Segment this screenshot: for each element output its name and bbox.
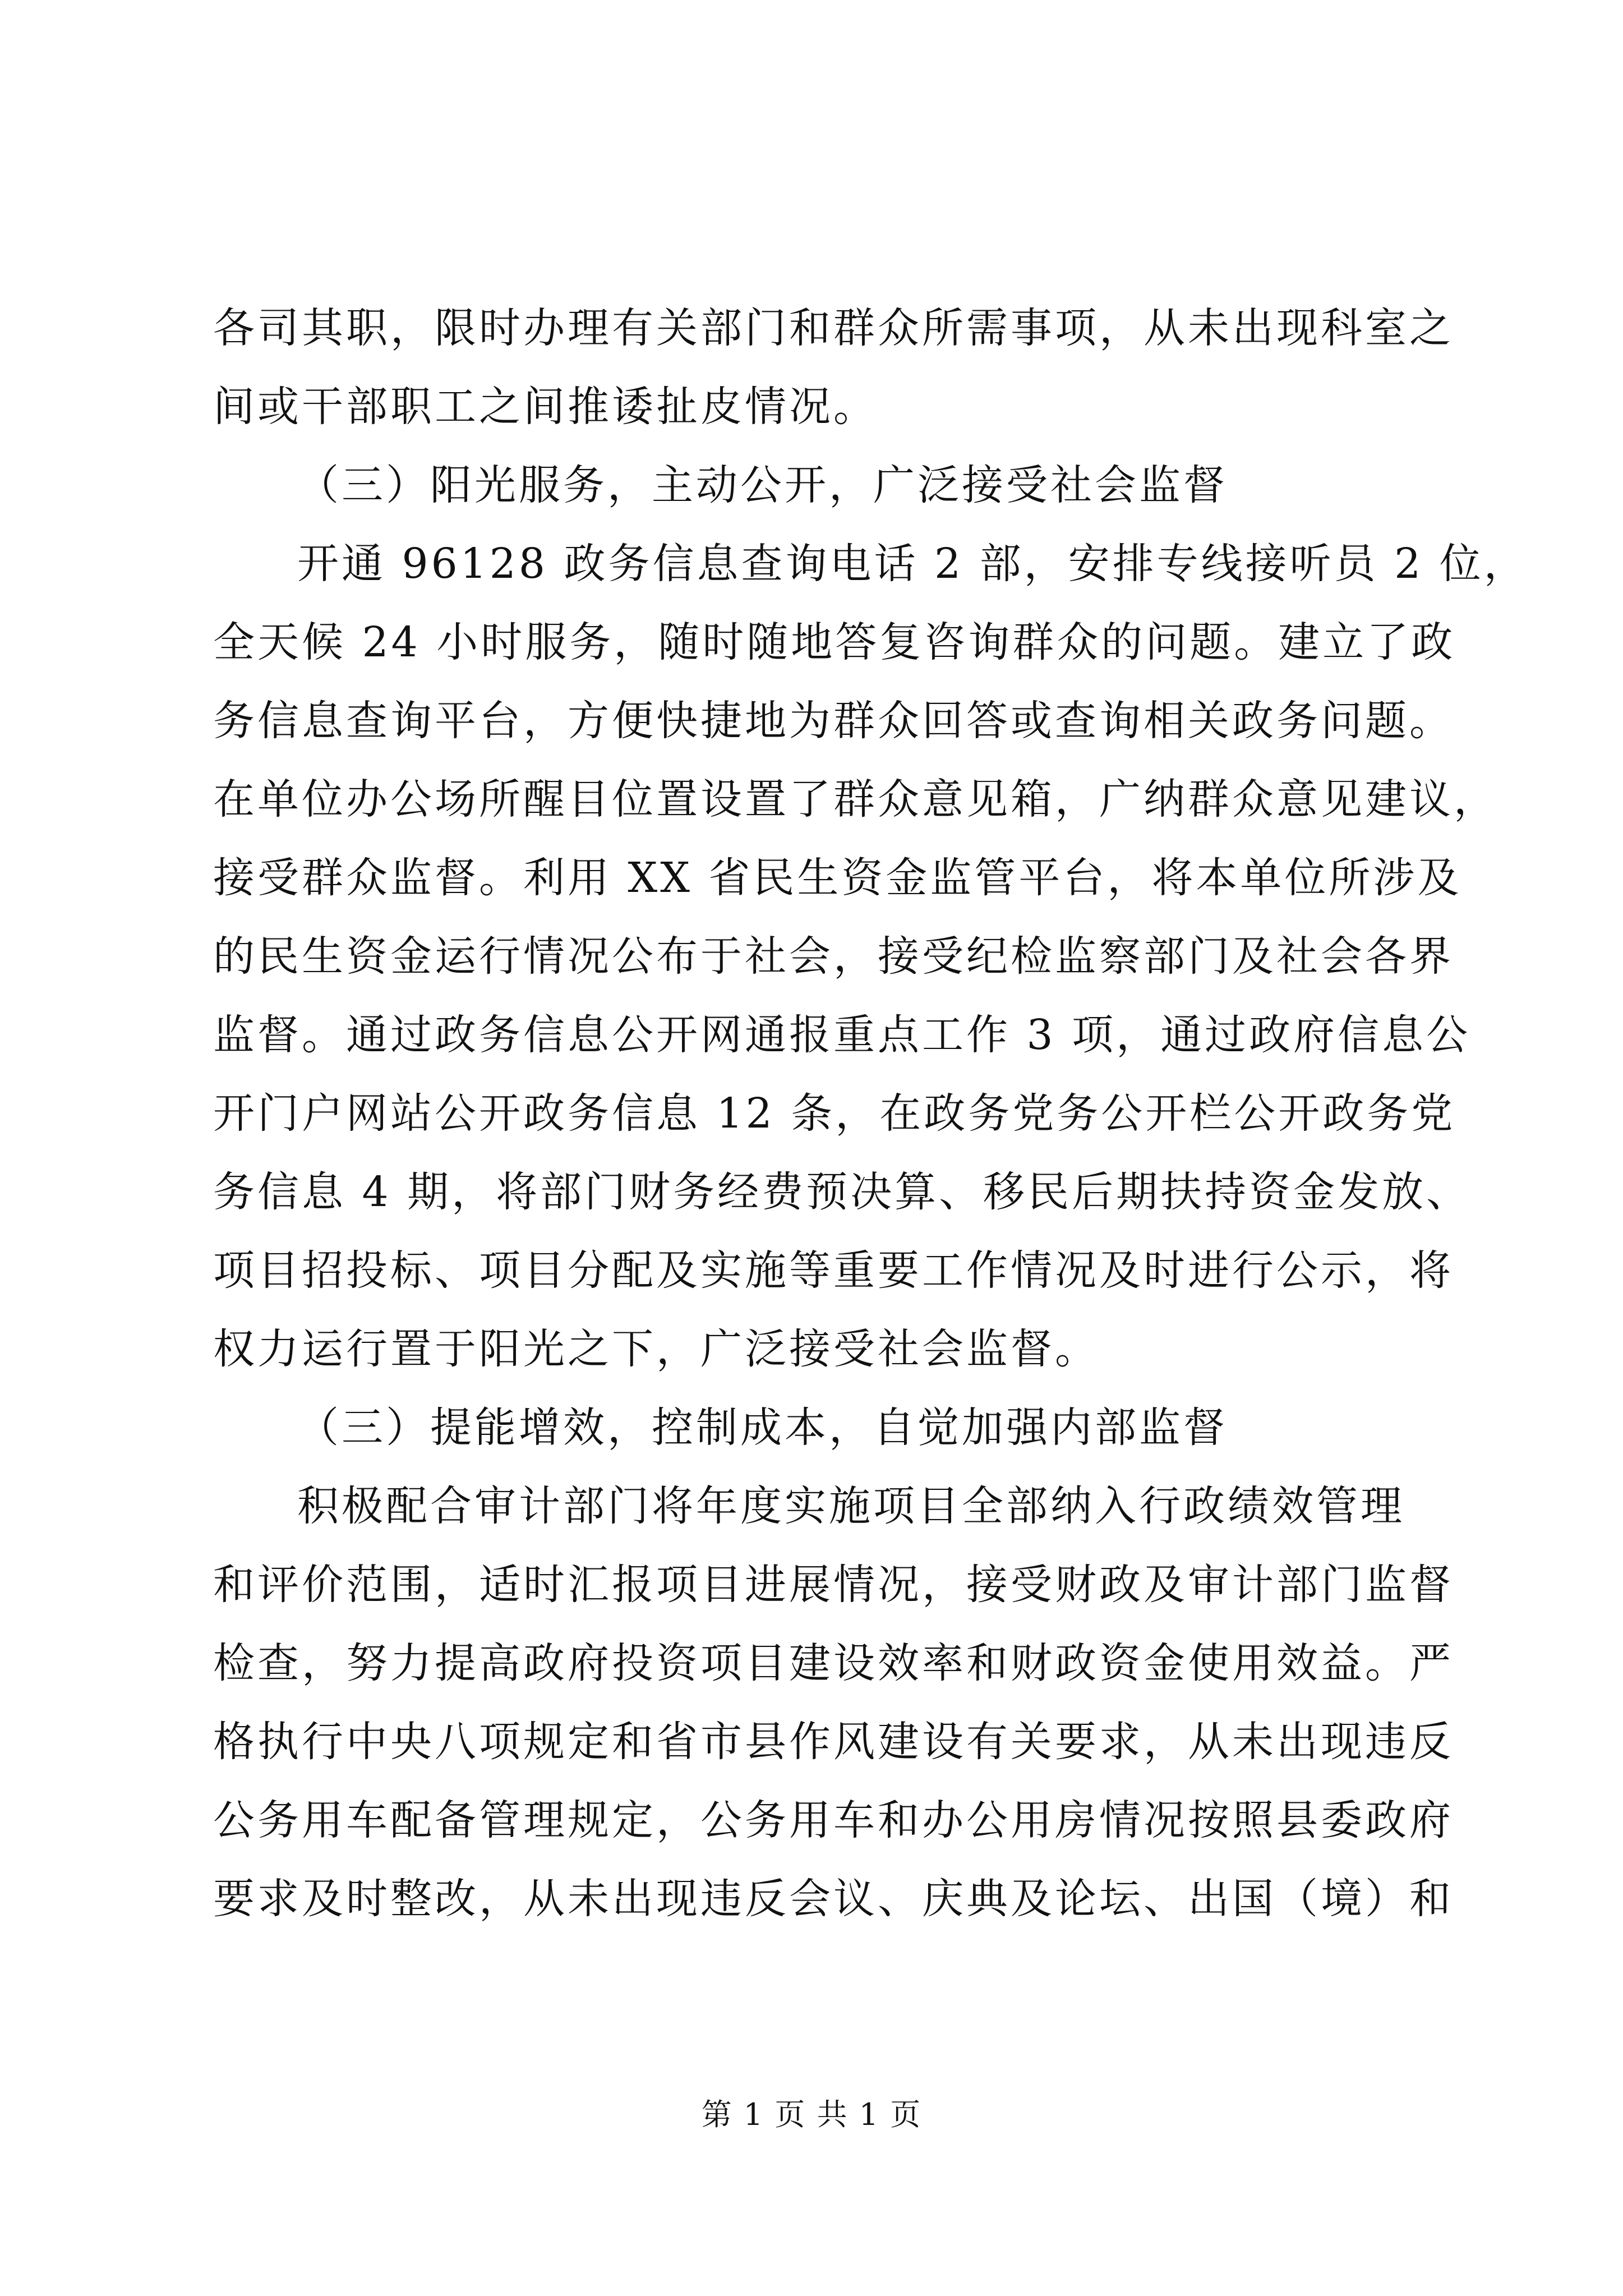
text-line: 务信息查询平台，方便快捷地为群众回答或查询相关政务问题。 [213, 697, 1454, 745]
text-line: 要求及时整改，从未出现违反会议、庆典及论坛、出国（境）和 [213, 1875, 1454, 1923]
text-line: 项目招投标、项目分配及实施等重要工作情况及时进行公示，将 [213, 1246, 1454, 1295]
text-line: 检查，努力提高政府投资项目建设效率和财政资金使用效益。严 [213, 1639, 1454, 1687]
section-heading: （三）提能增效，控制成本，自觉加强内部监督 [297, 1404, 1228, 1452]
text-line: 在单位办公场所醒目位置设置了群众意见箱，广纳群众意见建议， [213, 775, 1498, 823]
text-line: 监督。通过政务信息公开网通报重点工作 3 项，通过政府信息公 [213, 1011, 1471, 1059]
text-line: 的民生资金运行情况公布于社会，接受纪检监察部门及社会各界 [213, 932, 1454, 981]
text-line: 接受群众监督。利用 XX 省民生资金监管平台，将本单位所涉及 [213, 854, 1462, 902]
text-line: 全天候 24 小时服务，随时随地答复咨询群众的问题。建立了政 [213, 618, 1456, 666]
text-line: 权力运行置于阳光之下，广泛接受社会监督。 [213, 1325, 1099, 1373]
text-line: 务信息 4 期，将部门财务经费预决算、移民后期扶持资金发放、 [213, 1168, 1471, 1216]
text-line: 和评价范围，适时汇报项目进展情况，接受财政及审计部门监督 [213, 1561, 1454, 1609]
text-line: 开通 96128 政务信息查询电话 2 部，安排专线接听员 2 位， [297, 540, 1528, 588]
text-line: 间或干部职工之间推诿扯皮情况。 [213, 383, 878, 431]
text-line: 开门户网站公开政务信息 12 条，在政务党务公开栏公开政务党 [213, 1089, 1456, 1138]
section-heading: （三）阳光服务，主动公开，广泛接受社会监督 [297, 461, 1228, 509]
text-line: 积极配合审计部门将年度实施项目全部纳入行政绩效管理 [297, 1482, 1405, 1530]
text-line: 公务用车配备管理规定，公务用车和办公用房情况按照县委政府 [213, 1796, 1454, 1844]
page-number-footer: 第 1 页 共 1 页 [701, 2097, 922, 2132]
text-line: 格执行中央八项规定和省市县作风建设有关要求，从未出现违反 [213, 1718, 1454, 1766]
text-line: 各司其职，限时办理有关部门和群众所需事项，从未出现科室之 [213, 304, 1454, 352]
